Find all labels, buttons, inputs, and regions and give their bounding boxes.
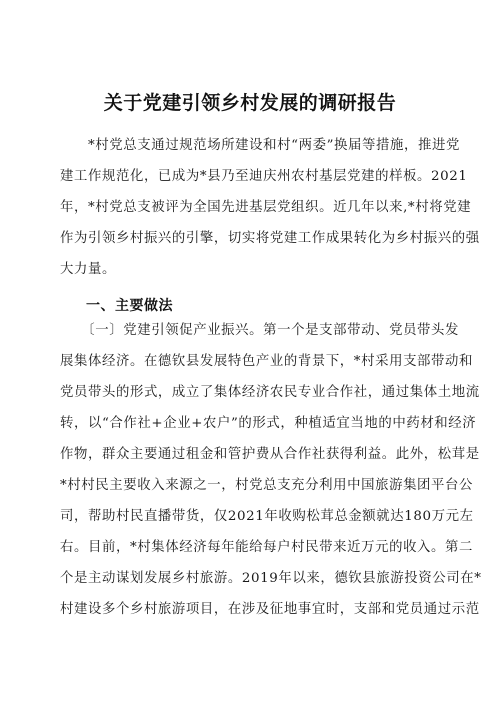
intro-line: *村党总支通过规范场所建设和村“两委”换届等措施，推进党 xyxy=(60,138,460,153)
body-line: 转，以“合作社+企业+农户”的形式，种植适宜当地的中药材和经济 xyxy=(60,416,477,431)
body-line: 作物，群众主要通过租金和管护费从合作社获得利益。此外，松茸是 xyxy=(60,447,480,462)
document-title: 关于党建引领乡村发展的调研报告 xyxy=(103,92,397,114)
intro-line: 大力量。 xyxy=(60,262,116,277)
body-line: 右。目前，*村集体经济每年能给每户村民带来近万元的收入。第二 xyxy=(60,540,474,555)
body-line: 党员带头的形式，成立了集体经济农民专业合作社，通过集体土地流 xyxy=(60,385,480,400)
body-line: 〔一〕党建引领促产业振兴。第一个是支部带动、党员带头发 xyxy=(60,323,460,338)
body-paragraph xyxy=(60,315,482,625)
section-heading: 一、主要做法 xyxy=(86,298,173,314)
intro-line: 作为引领乡村振兴的引擎，切实将党建工作成果转化为乡村振兴的强 xyxy=(60,231,480,246)
body-line: *村村民主要收入来源之一，村党总支充分利用中国旅游集团平台公 xyxy=(60,478,474,493)
intro-paragraph xyxy=(60,130,480,285)
body-line: 司，帮助村民直播带货，仅2021年收购松茸总金额就达180万元左 xyxy=(60,509,474,524)
intro-line: 建工作规范化，已成为*县乃至迪庆州农村基层党建的样板。2021 xyxy=(60,169,468,184)
body-line: 村建设多个乡村旅游项目，在涉及征地事宜时，支部和党员通过示范 xyxy=(60,602,480,617)
intro-line: 年，*村党总支被评为全国先进基层党组织。近几年以来,*村将党建 xyxy=(60,200,472,215)
body-line: 展集体经济。在德钦县发展特色产业的背景下，*村采用支部带动和 xyxy=(60,354,474,369)
body-line: 个是主动谋划发展乡村旅游。2019年以来，德钦县旅游投资公司在* xyxy=(60,571,482,586)
